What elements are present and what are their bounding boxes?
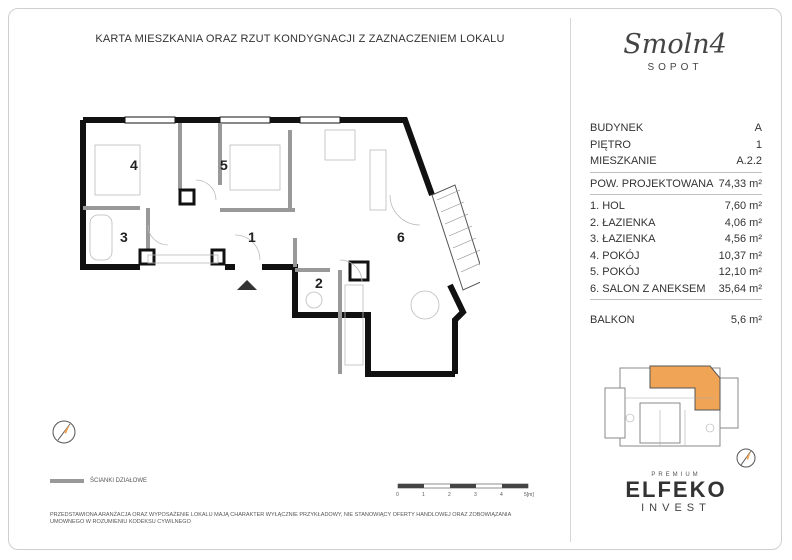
developer-premium: PREMIUM <box>651 472 701 478</box>
scale-tick: 1 <box>422 492 425 498</box>
room-row: 6. SALON Z ANEKSEM 35,64 m² <box>590 282 762 295</box>
room-row: 4. POKÓJ 10,37 m² <box>590 249 762 262</box>
column-divider <box>570 18 571 542</box>
scale-tick: 0 <box>396 492 399 498</box>
room-number-2: 2 <box>315 275 323 291</box>
key-plan <box>600 358 750 458</box>
info-rule <box>590 194 762 195</box>
info-rule <box>590 299 762 300</box>
scale-tick: 5[m] <box>524 492 534 498</box>
partition-swatch <box>50 479 84 483</box>
disclaimer: PRZEDSTAWIONA ARANŻACJA ORAZ WYPOSAŻENIE LOKALU MAJĄ CHARAKTER WYŁĄCZNIE PRZYKŁADOWY, NIE STANOWIĄCY OFERTY HANDLOWEJ ORAZ ZOBOWIĄZANIA UMOWNEGO W ROZUMIENIU KODEKSU CYWILNEGO <box>50 512 511 525</box>
compass-icon <box>50 418 78 446</box>
info-rule <box>590 172 762 173</box>
scale-tick: 4 <box>500 492 503 498</box>
legend-label: ŚCIANKI DZIAŁOWE <box>90 478 148 484</box>
scale-tick: 3 <box>474 492 477 498</box>
page-title: KARTA MIESZKANIA ORAZ RZUT KONDYGNACJI Z ZAZNACZENIEM LOKALU <box>95 33 505 45</box>
scale-bar <box>396 482 546 500</box>
info-row-building: BUDYNEK A <box>590 122 762 134</box>
developer-logo <box>596 472 756 514</box>
room-row: 3. ŁAZIENKA 4,56 m² <box>590 233 762 245</box>
compass-icon <box>734 446 758 470</box>
info-table <box>590 120 762 329</box>
developer-invest: INVEST <box>641 502 711 514</box>
room-row: 2. ŁAZIENKA 4,06 m² <box>590 216 762 229</box>
info-row-apartment: MIESZKANIE A.2.2 <box>590 155 762 167</box>
brand-logo <box>580 30 770 73</box>
room-number-1: 1 <box>248 229 256 245</box>
legend <box>50 478 147 484</box>
room-number-5: 5 <box>220 157 228 173</box>
floor-plan <box>40 90 480 390</box>
scale-tick: 2 <box>448 492 451 498</box>
info-row-floor: PIĘTRO 1 <box>590 138 762 151</box>
developer-name: ELFEKO <box>625 477 727 502</box>
brand-city: SOPOT <box>647 62 703 73</box>
room-row: 1. HOL 7,60 m² <box>590 200 762 212</box>
room-row: 5. POKÓJ 12,10 m² <box>590 266 762 278</box>
info-row-balcony: BALKON 5,6 m² <box>590 314 762 326</box>
info-row-total-area: POW. PROJEKTOWANA 74,33 m² <box>590 177 762 190</box>
room-number-4: 4 <box>130 157 138 173</box>
room-number-6: 6 <box>397 229 405 245</box>
room-number-3: 3 <box>120 229 128 245</box>
brand-name: Smoln4 <box>623 29 727 60</box>
